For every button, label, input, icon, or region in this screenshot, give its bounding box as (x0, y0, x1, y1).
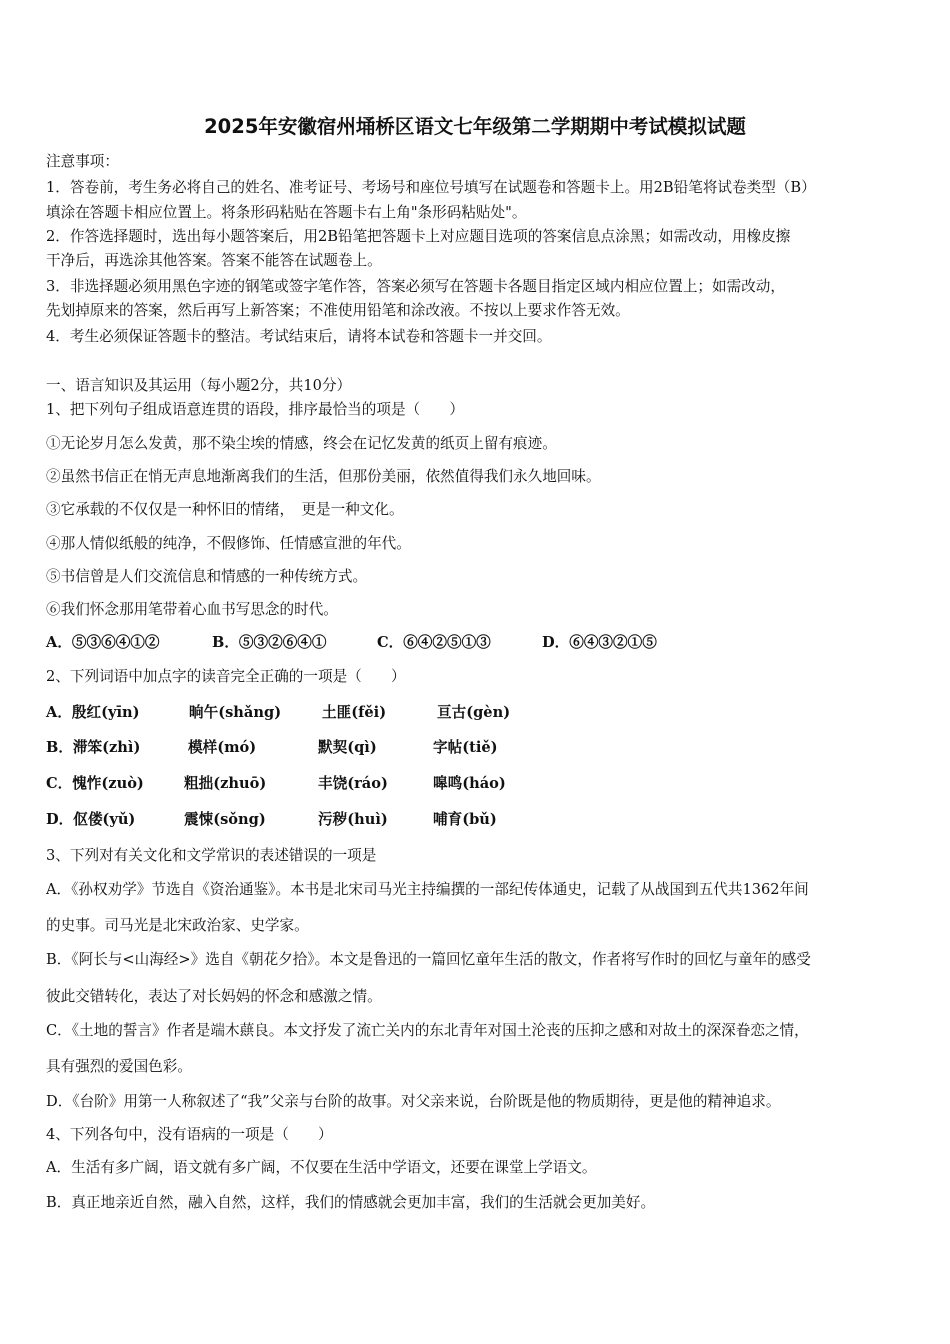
pinyin-item: 晌午(shǎng) (189, 704, 282, 721)
answer-option-a: A．⑤③⑥④①② (46, 634, 160, 651)
pinyin-item: D．伛偻(yǔ) (46, 811, 136, 828)
pinyin-item: 字帖(tiě) (433, 739, 498, 756)
notice-line: 1．答卷前，考生务必将自己的姓名、准考证号、考场号和座位号填写在试题卷和答题卡上。用2B铅笔将试卷类型（B） (46, 179, 816, 196)
option-text: B．《阿长与<山海经>》选自《朝花夕拾》。本文是鲁迅的一篇回忆童年生活的散文，作者将写作时的回忆与童年的感受 (46, 951, 811, 968)
notice-line: 2．作答选择题时，选出每小题答案后，用2B铅笔把答题卡上对应题目选项的答案信息点涂黑；如需改动，用橡皮擦 (46, 228, 791, 245)
pinyin-item: 亘古(gèn) (437, 704, 511, 721)
option-text: A．生活有多广阔，语文就有多广阔，不仅要在生活中学语文，还要在课堂上学语文。 (46, 1159, 597, 1176)
pinyin-item: B．滞笨(zhì) (46, 739, 141, 756)
pinyin-item: 粗拙(zhuō) (184, 775, 267, 792)
sentence-item: ①无论岁月怎么发黄，那不染尘埃的情感，终会在记忆发黄的纸页上留有痕迹。 (46, 435, 557, 452)
pinyin-item: 嗥鸣(háo) (433, 775, 506, 792)
pinyin-item: C．愧怍(zuò) (46, 775, 144, 792)
sentence-item: ⑥我们怀念那用笔带着心血书写思念的时代。 (46, 601, 338, 618)
option-text: 具有强烈的爱国色彩。 (46, 1058, 192, 1075)
notice-line: 先划掉原来的答案，然后再写上新答案；不准使用铅笔和涂改液。不按以上要求作答无效。 (46, 302, 630, 319)
answer-option-c: C．⑥④②⑤①③ (377, 634, 491, 651)
notice-line: 干净后，再选涂其他答案。答案不能答在试题卷上。 (46, 252, 382, 269)
pinyin-item: 默契(qì) (318, 739, 377, 756)
sentence-item: ④那人情似纸般的纯净，不假修饰、任情感宣泄的年代。 (46, 535, 411, 552)
notice-line: 4．考生必须保证答题卡的整洁。考试结束后，请将本试卷和答题卡一并交回。 (46, 328, 552, 345)
option-text: 的史事。司马光是北宋政治家、史学家。 (46, 917, 309, 934)
option-text: A．《孙权劝学》节选自《资治通鉴》。本书是北宋司马光主持编撰的一部纪传体通史，记载了从战国到五代共1362年间 (46, 881, 809, 898)
notice-line: 3．非选择题必须用黑色字迹的钢笔或签字笔作答，答案必须写在答题卡各题目指定区域内相应位置上；如需改动， (46, 278, 785, 295)
option-text: D．《台阶》用第一人称叙述了“我”父亲与台阶的故事。对父亲来说，台阶既是他的物质期待，更是他的精神追求。 (46, 1093, 781, 1110)
question-stem: 1、把下列句子组成语意连贯的语段，排序最恰当的项是（ ） (46, 401, 464, 418)
pinyin-item: 震悚(sǒng) (184, 811, 266, 828)
page-title: 2025年安徽宿州埇桥区语文七年级第二学期期中考试模拟试题 (204, 115, 746, 138)
section-heading: 一、语言知识及其运用（每小题2分，共10分） (46, 377, 352, 394)
pinyin-item: 污秽(huì) (318, 811, 388, 828)
answer-option-b: B．⑤③②⑥④① (212, 634, 327, 651)
option-text: C．《土地的誓言》作者是端木蕻良。本文抒发了流亡关内的东北青年对国土沦丧的压抑之感和对故土的深深眷恋之情， (46, 1022, 809, 1039)
option-text: B．真正地亲近自然，融入自然，这样，我们的情感就会更加丰富，我们的生活就会更加美好。 (46, 1194, 656, 1211)
pinyin-item: 丰饶(ráo) (318, 775, 388, 792)
pinyin-item: 哺育(bǔ) (433, 811, 497, 828)
sentence-item: ②虽然书信正在悄无声息地渐离我们的生活，但那份美丽，依然值得我们永久地回味。 (46, 468, 601, 485)
sentence-item: ③它承载的不仅仅是一种怀旧的情绪， 更是一种文化。 (46, 501, 404, 518)
notice-line: 填涂在答题卡相应位置上。将条形码粘贴在答题卡右上角"条形码粘贴处"。 (46, 204, 527, 221)
option-text: 彼此交错转化，表达了对长妈妈的怀念和感激之情。 (46, 988, 382, 1005)
pinyin-item: 模样(mó) (188, 739, 257, 756)
pinyin-item: 土匪(fěi) (322, 704, 387, 721)
pinyin-item: A．殷红(yīn) (46, 704, 140, 721)
sentence-item: ⑤书信曾是人们交流信息和情感的一种传统方式。 (46, 568, 368, 585)
question-stem: 4、下列各句中，没有语病的一项是（ ） (46, 1126, 333, 1143)
notice-heading: 注意事项： (46, 153, 119, 170)
question-stem: 2、下列词语中加点字的读音完全正确的一项是（ ） (46, 668, 406, 685)
answer-option-d: D．⑥④③②①⑤ (542, 634, 657, 651)
question-stem: 3、下列对有关文化和文学常识的表述错误的一项是 (46, 847, 377, 864)
